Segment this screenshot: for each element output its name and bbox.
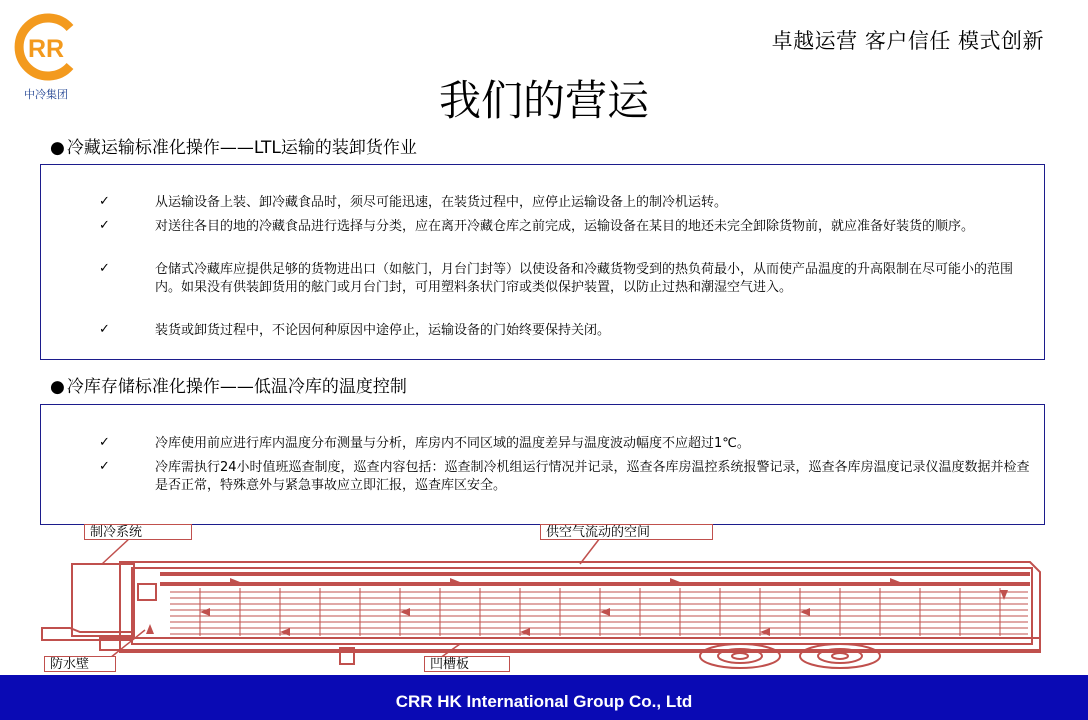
- page-title: 我们的营运: [438, 76, 649, 125]
- check-icon: ✓: [99, 218, 110, 233]
- logo-caption: 中冷集团: [24, 88, 68, 101]
- reefer-truck-diagram: [40, 520, 1048, 675]
- list-item-text: 对送往各目的地的冷藏食品进行选择与分类，应在离开冷藏仓库之前完成，运输设备在某目的地还未完全卸除货物前，就应准备好装货的顺序。: [155, 219, 975, 234]
- section-heading-transport: [50, 133, 417, 158]
- bullet-icon: ●: [50, 377, 65, 397]
- footer-bar: [0, 675, 1088, 720]
- check-icon: ✓: [99, 322, 110, 337]
- evaporator-icon: [138, 584, 156, 600]
- slogan: 卓越运营 客户信任 模式创新: [771, 29, 1044, 53]
- label-grooved-floor: 凹槽板: [424, 656, 510, 672]
- list-item-text: 仓储式冷藏库应提供足够的货物进出口（如舷门，月台门封等）以使设备和冷藏货物受到的热负荷最小，从而使产品温度的升高限制在尽可能小的范围内。如果没有供装卸货用的舷门或月台门封，可用塑料条状门帘或类似保护装置，以防止过热和潮湿空气进入。: [155, 262, 1014, 295]
- list-item-text: 冷库需执行24小时值班巡查制度，巡查内容包括：巡查制冷机组运行情况并记录，巡查各库房温控系统报警记录，巡查各库房温度记录仪温度数据并检查是否正常，特殊意外与紧急事故应立即汇报，巡查库区安全。: [155, 460, 1030, 493]
- label-air-space: 供空气流动的空间: [540, 524, 713, 540]
- logo-letters: RR: [27, 35, 65, 63]
- check-icon: ✓: [99, 194, 110, 209]
- label-bulkhead: 防水壁: [44, 656, 116, 672]
- list-item-text: 从运输设备上装、卸冷藏食品时，须尽可能迅速，在装货过程中，应停止运输设备上的制冷机运转。: [155, 195, 728, 210]
- footer-company-name: CRR HK International Group Co., Ltd: [395, 692, 693, 711]
- check-icon: ✓: [99, 261, 110, 276]
- transport-rules-box: [40, 164, 1045, 360]
- list-item-text: 冷库使用前应进行库内温度分布测量与分析，库房内不同区域的温度差异与温度波动幅度不应超过1℃。: [155, 436, 750, 451]
- cargo-compartment: [132, 568, 1032, 644]
- wheels: [700, 644, 880, 668]
- bullet-icon: ●: [50, 138, 65, 158]
- airflow-arrows: [146, 578, 1008, 636]
- storage-rules-box: [40, 404, 1045, 525]
- section-heading-text: 冷藏运输标准化操作——LTL运输的装卸货作业: [66, 138, 417, 158]
- section-heading-text: 冷库存储标准化操作——低温冷库的温度控制: [66, 377, 407, 397]
- refrigeration-unit: [72, 564, 134, 636]
- check-icon: ✓: [99, 435, 110, 450]
- section-heading-storage: [50, 372, 407, 397]
- check-icon: ✓: [99, 459, 110, 474]
- list-item-text: 装货或卸货过程中，不论因何种原因中途停止，运输设备的门始终要保持关闭。: [155, 323, 611, 338]
- label-refrigeration-system: 制冷系统: [84, 524, 192, 540]
